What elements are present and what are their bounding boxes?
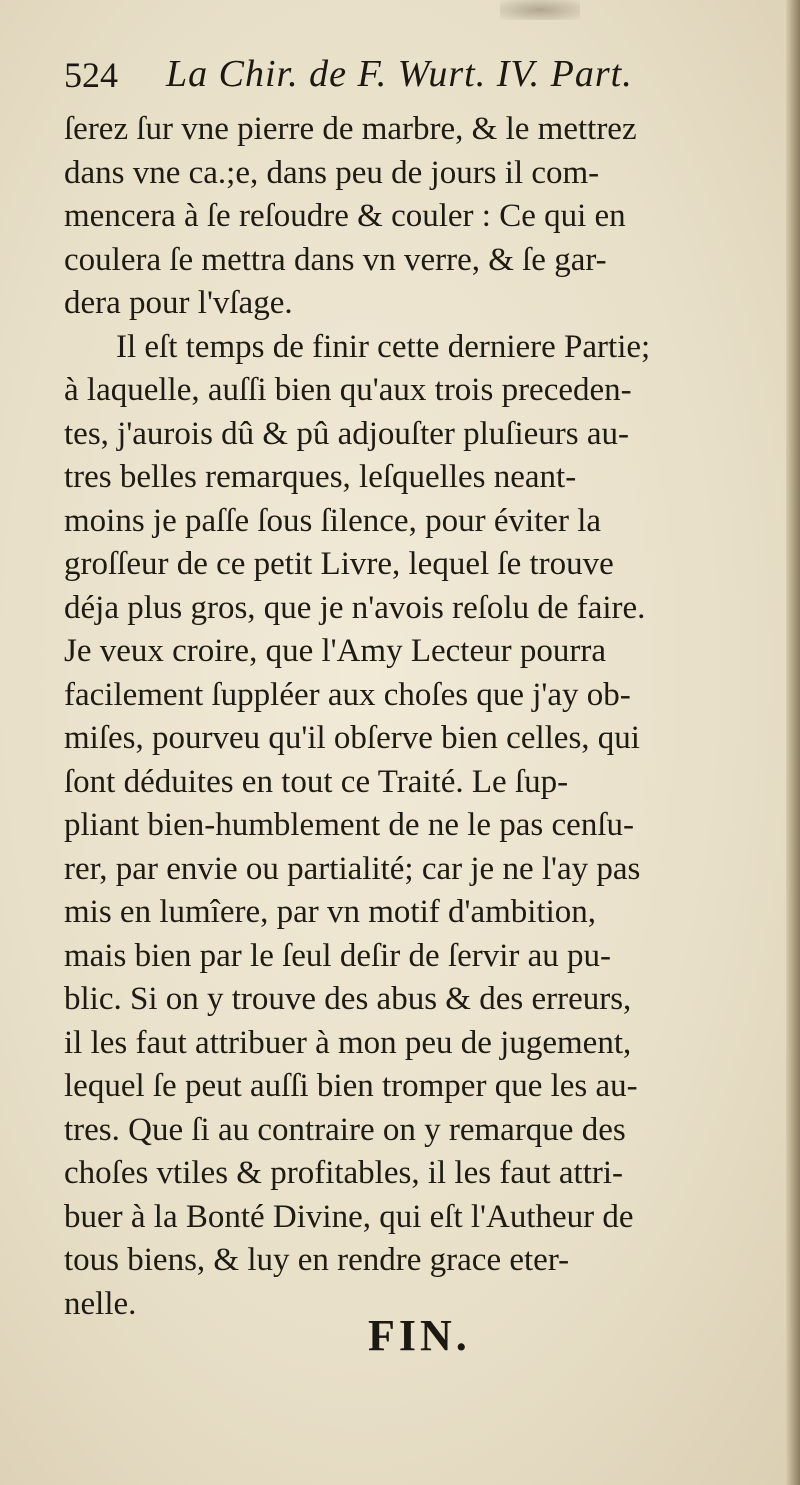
running-head bbox=[64, 48, 774, 104]
text-line: coulera ſe mettra dans vn verre, & ſe gar- bbox=[64, 241, 607, 278]
text-line: facilement ſuppléer aux choſes que j'ay ob- bbox=[64, 676, 631, 713]
text-line: ſerez ſur vne pierre de marbre, & le mettrez bbox=[64, 111, 637, 147]
text-line: moins je paſſe ſous ſilence, pour éviter la bbox=[64, 502, 602, 539]
text-line: choſes vtiles & profitables, il les faut attri- bbox=[64, 1155, 624, 1191]
text-line: mencera à ſe reſoudre & couler : Ce qui en bbox=[64, 198, 626, 234]
text-line: lequel ſe peut auſſi bien tromper que les au- bbox=[64, 1068, 638, 1104]
text-line: buer à la Bonté Divine, qui eſt l'Autheur de bbox=[64, 1198, 634, 1235]
text-line: dans vne ca.;e, dans peu de jours il com- bbox=[64, 154, 600, 191]
text-line: déja plus gros, que je n'avois reſolu de faire. bbox=[64, 589, 646, 626]
text-line: ſont déduites en tout ce Traité. Le ſup- bbox=[64, 763, 569, 800]
text-line: miſes, pourveu qu'il obſerve bien celles, qui bbox=[64, 720, 640, 756]
text-line: tes, j'aurois dû & pû adjouſter pluſieurs au- bbox=[64, 415, 629, 452]
text-line: mis en lumîere, par vn motif d'ambition, bbox=[64, 894, 597, 930]
finis-mark: FIN. bbox=[368, 1311, 471, 1360]
text-line: à laquelle, auſſi bien qu'aux trois preceden- bbox=[64, 372, 632, 408]
text-line: tres. Que ſi au contraire on y remarque des bbox=[64, 1111, 626, 1148]
text-line: tous biens, & luy en rendre grace eter- bbox=[64, 1242, 570, 1278]
text-line: groſſeur de ce petit Livre, lequel ſe trouve bbox=[64, 546, 614, 582]
text-line: Il eſt temps de finir cette derniere Partie; bbox=[116, 328, 651, 365]
text-line: mais bien par le ſeul deſir de ſervir au pu- bbox=[64, 937, 612, 974]
text-line: rer, par envie ou partialité; car je ne l'ay pas bbox=[64, 850, 641, 887]
text-line: Je veux croire, que l'Amy Lecteur pourra bbox=[64, 633, 606, 669]
text-line: nelle. bbox=[64, 1285, 137, 1322]
text-line: blic. Si on y trouve des abus & des erreurs, bbox=[64, 981, 632, 1017]
page-gutter-edge bbox=[786, 0, 800, 1485]
body-text bbox=[64, 108, 784, 1326]
text-line: pliant bien-humblement de ne le pas cenſu- bbox=[64, 807, 634, 843]
text-line: dera pour l'vſage. bbox=[64, 285, 293, 321]
running-head-title: La Chir. de F. Wurt. IV. Part. bbox=[166, 53, 633, 95]
text-line: tres belles remarques, leſquelles neant- bbox=[64, 459, 577, 495]
text-line: il les faut attribuer à mon peu de jugement, bbox=[64, 1024, 632, 1061]
paper-stain bbox=[500, 0, 580, 20]
page-number: 524 bbox=[64, 55, 118, 95]
